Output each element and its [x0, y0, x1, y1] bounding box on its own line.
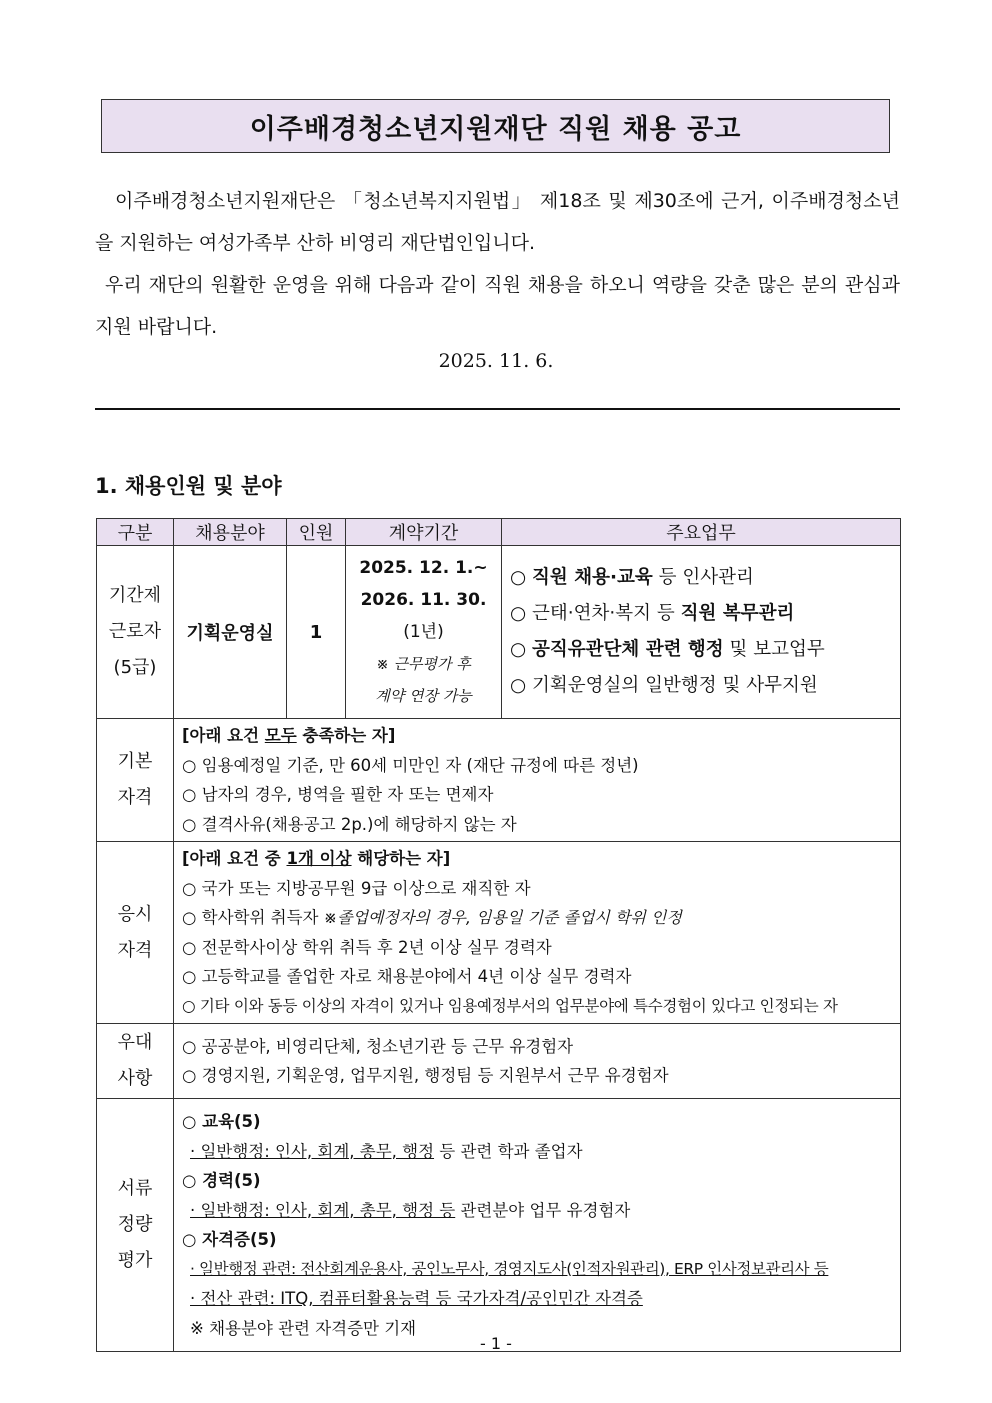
category-line: 기간제	[108, 585, 162, 606]
divider	[95, 408, 900, 410]
preference-row	[97, 1024, 901, 1099]
job-count: 1	[287, 546, 346, 719]
list-item: ○ 국가 또는 지방공무원 9급 이상으로 재직한 자	[182, 878, 531, 898]
job-category	[97, 546, 174, 719]
basic-qualification-row	[97, 719, 901, 842]
job-row	[97, 546, 901, 719]
list-item: ○ 결격사유(채용공고 2p.)에 해당하지 않는 자	[182, 814, 517, 834]
apply-requirements	[174, 842, 901, 1024]
duty-item: ○ 직원 채용·교육 등 인사관리	[510, 567, 754, 588]
intro-paragraph-2	[95, 264, 900, 348]
category-line: 근로자	[108, 621, 162, 642]
list-item: · 일반행정 관련: 전산회계운용사, 공인노무사, 경영지도사(인적자원관리), ERP 인사정보관리사 등	[190, 1259, 829, 1278]
job-duties	[502, 546, 901, 719]
duty-item: ○ 근태·연차·복지 등 직원 복무관리	[510, 603, 795, 624]
announcement-date: 2025. 11. 6.	[438, 350, 554, 372]
contract-end: 2026. 11. 30.	[360, 590, 487, 610]
list-item: ○ 공공분야, 비영리단체, 청소년기관 등 근무 유경험자	[182, 1036, 574, 1056]
header-contract: 계약기간	[346, 519, 502, 546]
list-item: ○ 경영지원, 기획운영, 업무지원, 행정팀 등 지원부서 근무 유경험자	[182, 1066, 669, 1085]
apply-header: [아래 요건 중 1개 이상 해당하는 자]	[182, 849, 451, 868]
intro-text-2: 우리 재단의 원활한 운영을 위해 다음과 같이 직원 채용을 하오니 역량을 갖춘 많은 분의 관심과 지원 바랍니다.	[95, 274, 900, 338]
eval-cert-head: ○ 자격증(5)	[182, 1230, 277, 1249]
list-item: ○ 고등학교를 졸업한 자로 채용분야에서 4년 이상 실무 경력자	[182, 967, 632, 986]
intro-text-1: 이주배경청소년지원재단은 「청소년복지지원법」 제18조 및 제30조에 근거, 이주배경청소년을 지원하는 여성가족부 산하 비영리 재단법인입니다.	[95, 190, 900, 254]
basic-requirements	[174, 719, 901, 842]
pref-label: 우대 사항	[97, 1024, 174, 1099]
category-line: (5급)	[113, 657, 157, 678]
contract-note: ※ 근무평가 후	[376, 655, 471, 673]
eval-edu-head: ○ 교육(5)	[182, 1112, 261, 1131]
apply-label: 응시 자격	[97, 842, 174, 1024]
list-item: ○ 임용예정일 기준, 만 60세 미만인 자 (재단 규정에 따른 정년)	[182, 755, 639, 775]
list-item: · 일반행정: 인사, 회계, 총무, 행정 등 관련 학과 졸업자	[190, 1141, 583, 1161]
duty-item: ○ 공직유관단체 관련 행정 및 보고업무	[510, 639, 825, 660]
contract-note: 계약 연장 가능	[375, 687, 472, 705]
recruitment-table	[96, 518, 901, 1352]
contract-start: 2025. 12. 1.~	[359, 558, 488, 578]
list-item: · 전산 관련: ITQ, 컴퓨터활용능력 등 국가자격/공인민간 자격증	[190, 1289, 643, 1308]
intro-paragraph-1	[95, 180, 900, 264]
header-count: 인원	[287, 519, 346, 546]
list-item: ○ 학사학위 취득자 ※졸업예정자의 경우, 임용일 기준 졸업시 학위 인정	[182, 908, 682, 927]
eval-note: ※ 채용분야 관련 자격증만 기재	[190, 1318, 417, 1338]
evaluation-row	[97, 1099, 901, 1352]
header-category: 구분	[97, 519, 174, 546]
job-field: 기획운영실	[174, 546, 287, 719]
eval-career-head: ○ 경력(5)	[182, 1171, 261, 1190]
eval-criteria	[174, 1099, 901, 1352]
section-title: 1. 채용인원 및 분야	[95, 474, 282, 498]
basic-header: [아래 요건 모두 충족하는 자]	[182, 726, 396, 745]
application-qualification-row	[97, 842, 901, 1024]
list-item: · 일반행정: 인사, 회계, 총무, 행정 등 관련분야 업무 유경험자	[190, 1200, 631, 1220]
contract-period	[346, 546, 502, 719]
header-duties: 주요업무	[502, 519, 901, 546]
basic-label: 기본 자격	[97, 719, 174, 842]
contract-duration: (1년)	[403, 622, 444, 642]
pref-items	[174, 1024, 901, 1099]
table-header-row	[97, 519, 901, 546]
eval-label: 서류 정량 평가	[97, 1099, 174, 1352]
list-item: ○ 전문학사이상 학위 취득 후 2년 이상 실무 경력자	[182, 937, 552, 957]
page-number: - 1 -	[480, 1334, 512, 1353]
list-item: ○ 기타 이와 동등 이상의 자격이 있거나 임용예정부서의 업무분야에 특수경험이 있다고 인정되는 자	[182, 996, 838, 1015]
page-title: 이주배경청소년지원재단 직원 채용 공고	[101, 99, 890, 153]
duty-item: ○ 기획운영실의 일반행정 및 사무지원	[510, 675, 818, 696]
header-field: 채용분야	[174, 519, 287, 546]
list-item: ○ 남자의 경우, 병역을 필한 자 또는 면제자	[182, 785, 494, 804]
